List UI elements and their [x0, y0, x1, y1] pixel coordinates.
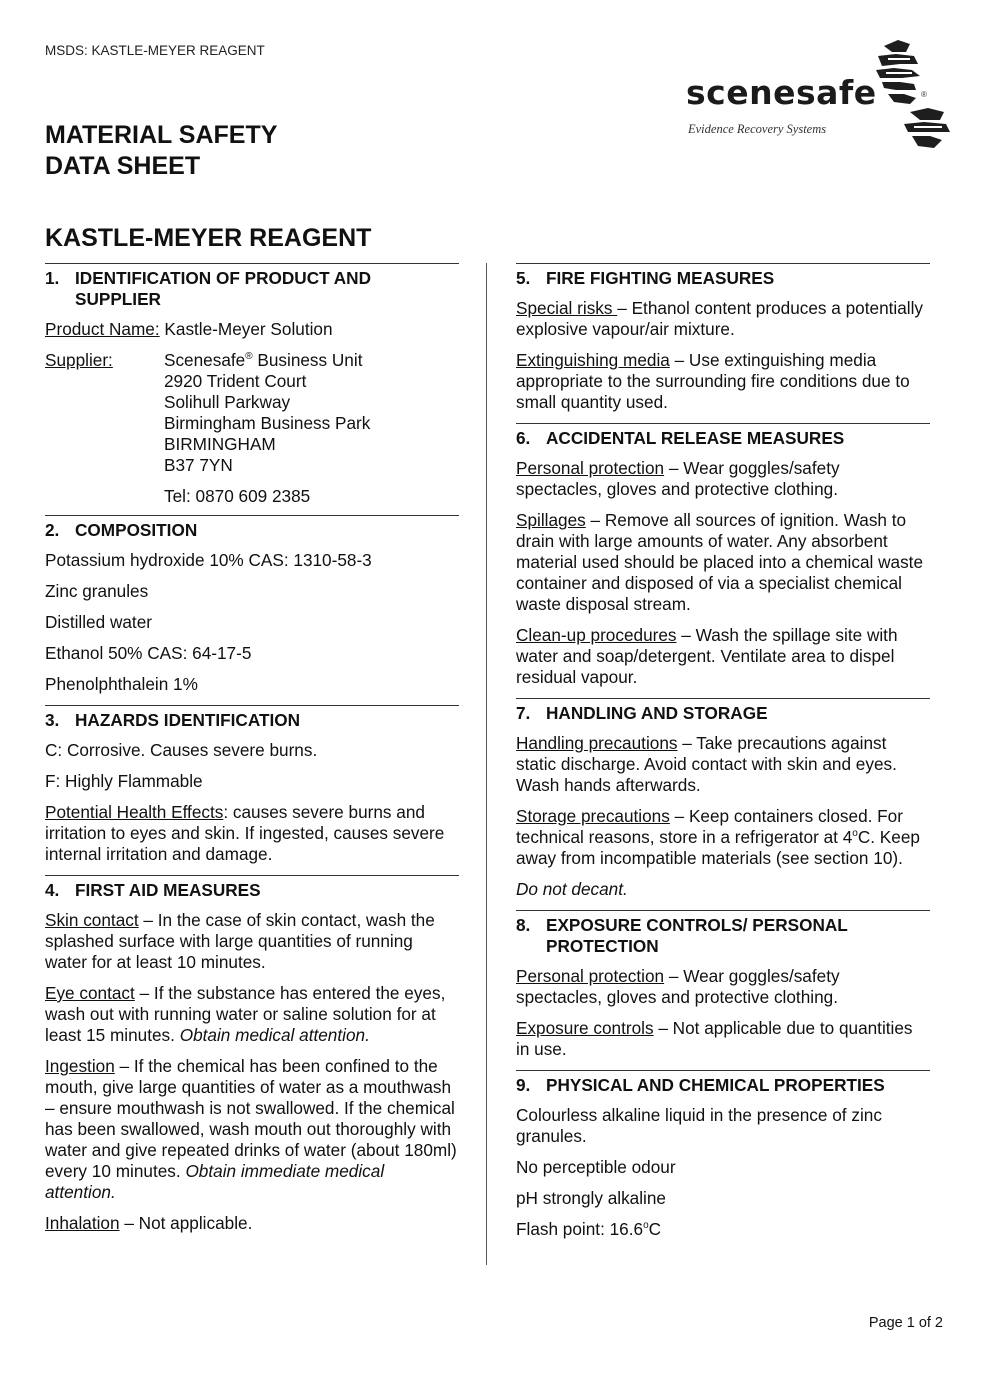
section-title: HAZARDS IDENTIFICATION — [75, 710, 301, 730]
product-name-label: Product Name: — [45, 319, 160, 339]
skin-contact-text: – In the case of skin contact, wash the splashed surface with large quantities of running water for at least 10 minutes. — [45, 910, 435, 972]
section-5-heading — [516, 263, 930, 289]
section-title: COMPOSITION — [75, 520, 198, 540]
left-column — [45, 263, 459, 1244]
running-header: MSDS: KASTLE-MEYER REAGENT — [45, 43, 265, 58]
supplier-telephone: Tel: 0870 609 2385 — [164, 486, 311, 506]
section-number: 5. — [516, 268, 531, 288]
eye-contact-note: Obtain medical attention. — [179, 1025, 370, 1045]
hazard-corrosive: C: Corrosive. Causes severe burns. — [45, 740, 318, 760]
supplier-name-rest: Business Unit — [252, 350, 363, 370]
logo-registered-mark: ® — [921, 90, 927, 99]
section-number: 2. — [45, 520, 60, 540]
ingestion — [45, 1056, 459, 1203]
section-number: 3. — [45, 710, 60, 730]
section-number: 4. — [45, 880, 60, 900]
product-name-value: Kastle-Meyer Solution — [159, 319, 333, 339]
inhalation — [45, 1213, 459, 1234]
section-8-heading — [516, 910, 930, 957]
skin-contact-label: Skin contact — [45, 910, 139, 930]
exposure-controls-text: – Not applicable due to quantities in use. — [516, 1018, 913, 1059]
personal-protection — [516, 966, 930, 1008]
exposure-controls — [516, 1018, 930, 1060]
section-2-heading — [45, 515, 459, 541]
ingestion-text: – If the chemical has been confined to the mouth, give large quantities of water as a mouthwash – ensure mouthwash is not swallowed. If the chemical has been swallowed, wash mouth out thoroughly with water and give repeated drinks of water (about 180ml) every 10 minutes. — [45, 1056, 457, 1181]
spillages-label: Spillages — [516, 510, 586, 530]
spillages — [516, 510, 930, 615]
eye-contact-text: – If the substance has entered the eyes, wash out with running water or saline solution for at least 15 minutes. — [45, 983, 446, 1045]
extinguishing-media — [516, 350, 930, 413]
section-title: FIRE FIGHTING MEASURES — [546, 268, 775, 288]
composition-item: Ethanol 50% CAS: 64-17-5 — [45, 643, 252, 663]
supplier-name: Scenesafe — [164, 350, 246, 370]
column-divider — [486, 263, 487, 1265]
section-title: EXPOSURE CONTROLS/ PERSONAL PROTECTION — [546, 915, 848, 956]
ingestion-label: Ingestion — [45, 1056, 115, 1076]
ingestion-note: Obtain immediate medical attention. — [45, 1161, 385, 1202]
section-number: 6. — [516, 428, 531, 448]
section-number: 7. — [516, 703, 531, 723]
section-number: 1. — [45, 268, 60, 288]
degree-sign: o — [852, 828, 858, 839]
document-title-line2: DATA SHEET — [45, 152, 201, 180]
logo-wordmark: scenesafe — [686, 73, 877, 112]
storage-precautions-label: Storage precautions — [516, 806, 670, 826]
section-1-heading — [45, 263, 459, 310]
appearance: Colourless alkaline liquid in the presence of zinc granules. — [516, 1105, 882, 1146]
hazard-flammable: F: Highly Flammable — [45, 771, 203, 791]
extinguishing-media-text: – Use extinguishing media appropriate to the surrounding fire conditions due to small quantity used. — [516, 350, 910, 412]
section-4-heading — [45, 875, 459, 901]
section-number: 9. — [516, 1075, 531, 1095]
fingerprint-icon — [874, 38, 954, 150]
section-3-heading — [45, 705, 459, 731]
personal-protection-text: – Wear goggles/safety spectacles, gloves and protective clothing. — [516, 458, 840, 499]
handling-precautions — [516, 733, 930, 796]
eye-contact-label: Eye contact — [45, 983, 135, 1003]
composition-item: Phenolphthalein 1% — [45, 674, 198, 694]
special-risks-label: Special risks — [516, 298, 618, 318]
storage-precautions-text: – Keep containers closed. For technical reasons, store in a refrigerator at 4 — [516, 806, 903, 847]
product-name-line — [45, 319, 459, 340]
personal-protection-text: – Wear goggles/safety spectacles, gloves and protective clothing. — [516, 966, 840, 1007]
scenesafe-logo — [684, 38, 954, 150]
section-6-heading — [516, 423, 930, 449]
health-effects-label: Potential Health Effects — [45, 802, 224, 822]
section-7-heading — [516, 698, 930, 724]
address-line: B37 7YN — [164, 455, 233, 475]
supplier-block — [45, 350, 459, 507]
handling-precautions-label: Handling precautions — [516, 733, 678, 753]
ph: pH strongly alkaline — [516, 1188, 666, 1208]
address-line: BIRMINGHAM — [164, 434, 276, 454]
exposure-controls-label: Exposure controls — [516, 1018, 654, 1038]
eye-contact — [45, 983, 459, 1046]
composition-item: Zinc granules — [45, 581, 149, 601]
skin-contact — [45, 910, 459, 973]
section-title: PHYSICAL AND CHEMICAL PROPERTIES — [546, 1075, 885, 1095]
section-title: ACCIDENTAL RELEASE MEASURES — [546, 428, 845, 448]
do-not-decant: Do not decant. — [516, 879, 628, 899]
flash-point — [516, 1219, 930, 1240]
supplier-label: Supplier: — [45, 350, 113, 370]
flash-point-unit: C — [648, 1219, 662, 1239]
section-title: FIRST AID MEASURES — [75, 880, 261, 900]
extinguishing-media-label: Extinguishing media — [516, 350, 670, 370]
page-number: Page 1 of 2 — [868, 1315, 943, 1331]
section-9-heading — [516, 1070, 930, 1096]
inhalation-text: – Not applicable. — [119, 1213, 253, 1233]
personal-protection-label: Personal protection — [516, 458, 665, 478]
address-line: Solihull Parkway — [164, 392, 291, 412]
logo-tagline: Evidence Recovery Systems — [688, 122, 827, 136]
clean-up-text: – Wash the spillage site with water and soap/detergent. Ventilate area to dispel residual vapour. — [516, 625, 898, 687]
product-title: KASTLE-MEYER REAGENT — [45, 224, 372, 252]
inhalation-label: Inhalation — [45, 1213, 120, 1233]
composition-item: Distilled water — [45, 612, 152, 632]
section-number: 8. — [516, 915, 531, 935]
spillages-text: – Remove all sources of ignition. Wash to drain with large amounts of water. Any absorbent material used should be placed into a chemical waste container and disposed of via a specialist chemical waste disposal stream. — [516, 510, 924, 614]
supplier-address — [164, 350, 370, 507]
degree-sign: o — [643, 1220, 649, 1231]
storage-precautions — [516, 806, 930, 869]
section-title: HANDLING AND STORAGE — [546, 703, 768, 723]
personal-protection — [516, 458, 930, 500]
address-line: 2920 Trident Court — [164, 371, 307, 391]
section-title: IDENTIFICATION OF PRODUCT AND SUPPLIER — [75, 268, 371, 309]
special-risks — [516, 298, 930, 340]
odour: No perceptible odour — [516, 1157, 676, 1177]
special-risks-text: – Ethanol content produces a potentially explosive vapour/air mixture. — [516, 298, 924, 339]
address-line: Birmingham Business Park — [164, 413, 371, 433]
potential-health-effects — [45, 802, 459, 865]
right-column — [516, 263, 930, 1250]
personal-protection-label: Personal protection — [516, 966, 665, 986]
health-effects-text: : causes severe burns and irritation to eyes and skin. If ingested, causes severe internal irritation and damage. — [45, 802, 445, 864]
clean-up-label: Clean-up procedures — [516, 625, 677, 645]
flash-point-value: Flash point: 16.6 — [516, 1219, 644, 1239]
composition-item: Potassium hydroxide 10% CAS: 1310-58-3 — [45, 550, 372, 570]
clean-up-procedures — [516, 625, 930, 688]
document-title-line1: MATERIAL SAFETY — [45, 121, 278, 149]
storage-precautions-text-2: C. Keep away from incompatible materials (see section 10). — [516, 827, 920, 868]
handling-precautions-text: – Take precautions against static discharge. Avoid contact with skin and eyes. Wash hands afterwards. — [516, 733, 897, 795]
registered-mark: ® — [245, 351, 253, 362]
